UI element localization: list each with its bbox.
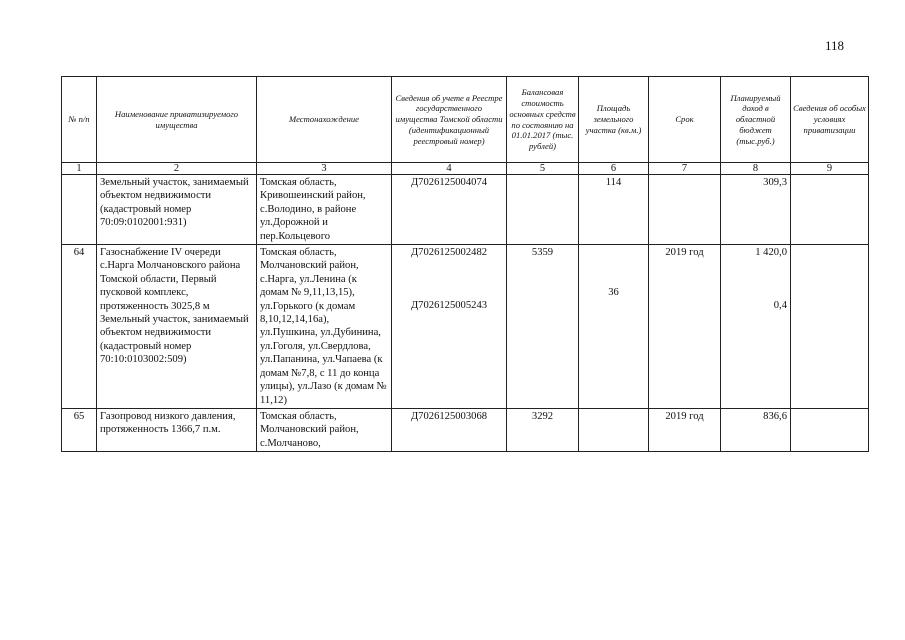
planned-income: 1 420,0: [755, 247, 787, 259]
table-row: [62, 175, 869, 245]
column-number: 7: [649, 163, 721, 175]
registry-number: Д7026125004074: [392, 175, 507, 245]
special-conditions: [791, 408, 869, 451]
column-number: 1: [62, 163, 97, 175]
header-income: Планируемый доход в областной бюджет (тыс.руб.): [721, 77, 791, 163]
row-num: 65: [62, 408, 97, 451]
row-num: [62, 175, 97, 245]
column-number: 5: [507, 163, 579, 175]
column-number: 4: [392, 163, 507, 175]
column-number: 8: [721, 163, 791, 175]
land-area: [579, 408, 649, 451]
header-conditions: Сведения об особых условиях приватизации: [791, 77, 869, 163]
header-name: Наименование приватизируемого имущества: [97, 77, 257, 163]
balance-value: [507, 175, 579, 245]
column-number: 6: [579, 163, 649, 175]
header-area: Площадь земельного участка (кв.м.): [579, 77, 649, 163]
registry-number: Д7026125002482: [410, 247, 488, 259]
registry-cell: [392, 245, 507, 409]
table-row: [62, 245, 869, 409]
header-registry: Сведения об учете в Реестре государственного имущества Томской области (идентификационный реестровый номер): [392, 77, 507, 163]
property-name: Газопровод низкого давления, протяженность 1366,7 п.м.: [97, 408, 257, 451]
privatization-table: [61, 76, 869, 452]
special-conditions: [791, 175, 869, 245]
header-row: [62, 77, 869, 163]
registry-number-land: Д7026125005243: [410, 300, 488, 312]
land-area: 114: [579, 175, 649, 245]
page-number: 118: [825, 38, 845, 53]
column-number: 2: [97, 163, 257, 175]
header-location: Местонахождение: [257, 77, 392, 163]
property-location: Томская область, Молчановский район, с.Молчаново,: [257, 408, 392, 451]
table-row: [62, 408, 869, 451]
land-area-2: 36: [608, 287, 619, 299]
term: 2019 год: [649, 245, 721, 409]
property-name: Газоснабжение IV очереди с.Нарга Молчановского района Томской области, Первый пусковой комплекс, протяженность 3025,8 м: [100, 247, 241, 312]
property-name: Земельный участок, занимаемый объектом недвижимости (кадастровый номер 70:09:0102001:931): [97, 175, 257, 245]
planned-income: 836,6: [721, 408, 791, 451]
term: 2019 год: [649, 408, 721, 451]
property-name-land: Земельный участок, занимаемый объектом недвижимости (кадастровый номер 70:10:0103002:509): [100, 314, 249, 366]
income-cell: [721, 245, 791, 409]
row-num: 64: [62, 245, 97, 409]
term: [649, 175, 721, 245]
special-conditions: [791, 245, 869, 409]
area-cell: [579, 245, 649, 409]
property-name-cell: [97, 245, 257, 409]
header-term: Срок: [649, 77, 721, 163]
column-number: 3: [257, 163, 392, 175]
property-location: Томская область, Молчановский район, с.Нарга, ул.Ленина (к домам № 9,11,13,15), ул.Горького (к домам 8,10,12,14,16а), ул.Пушкина, ул.Дубинина, ул.Гоголя, ул.Свердлова, ул.Папанина, ул.Чапаева (к домам №7,8, с 11 до конца улицы), ул.Лазо (к домам № 11,12): [257, 245, 392, 409]
header-num: № п/п: [62, 77, 97, 163]
registry-number: Д7026125003068: [392, 408, 507, 451]
planned-income-land: 0,4: [773, 300, 787, 312]
balance-value: 3292: [507, 408, 579, 451]
planned-income: 309,3: [721, 175, 791, 245]
balance-value: 5359: [507, 245, 579, 409]
header-balance: Балансовая стоимость основных средств по состоянию на 01.01.2017 (тыс. рублей): [507, 77, 579, 163]
column-number: 9: [791, 163, 869, 175]
column-number-row: [62, 163, 869, 175]
property-location: Томская область, Кривошеинский район, с.Володино, в районе ул.Дорожной и пер.Кольцевого: [257, 175, 392, 245]
